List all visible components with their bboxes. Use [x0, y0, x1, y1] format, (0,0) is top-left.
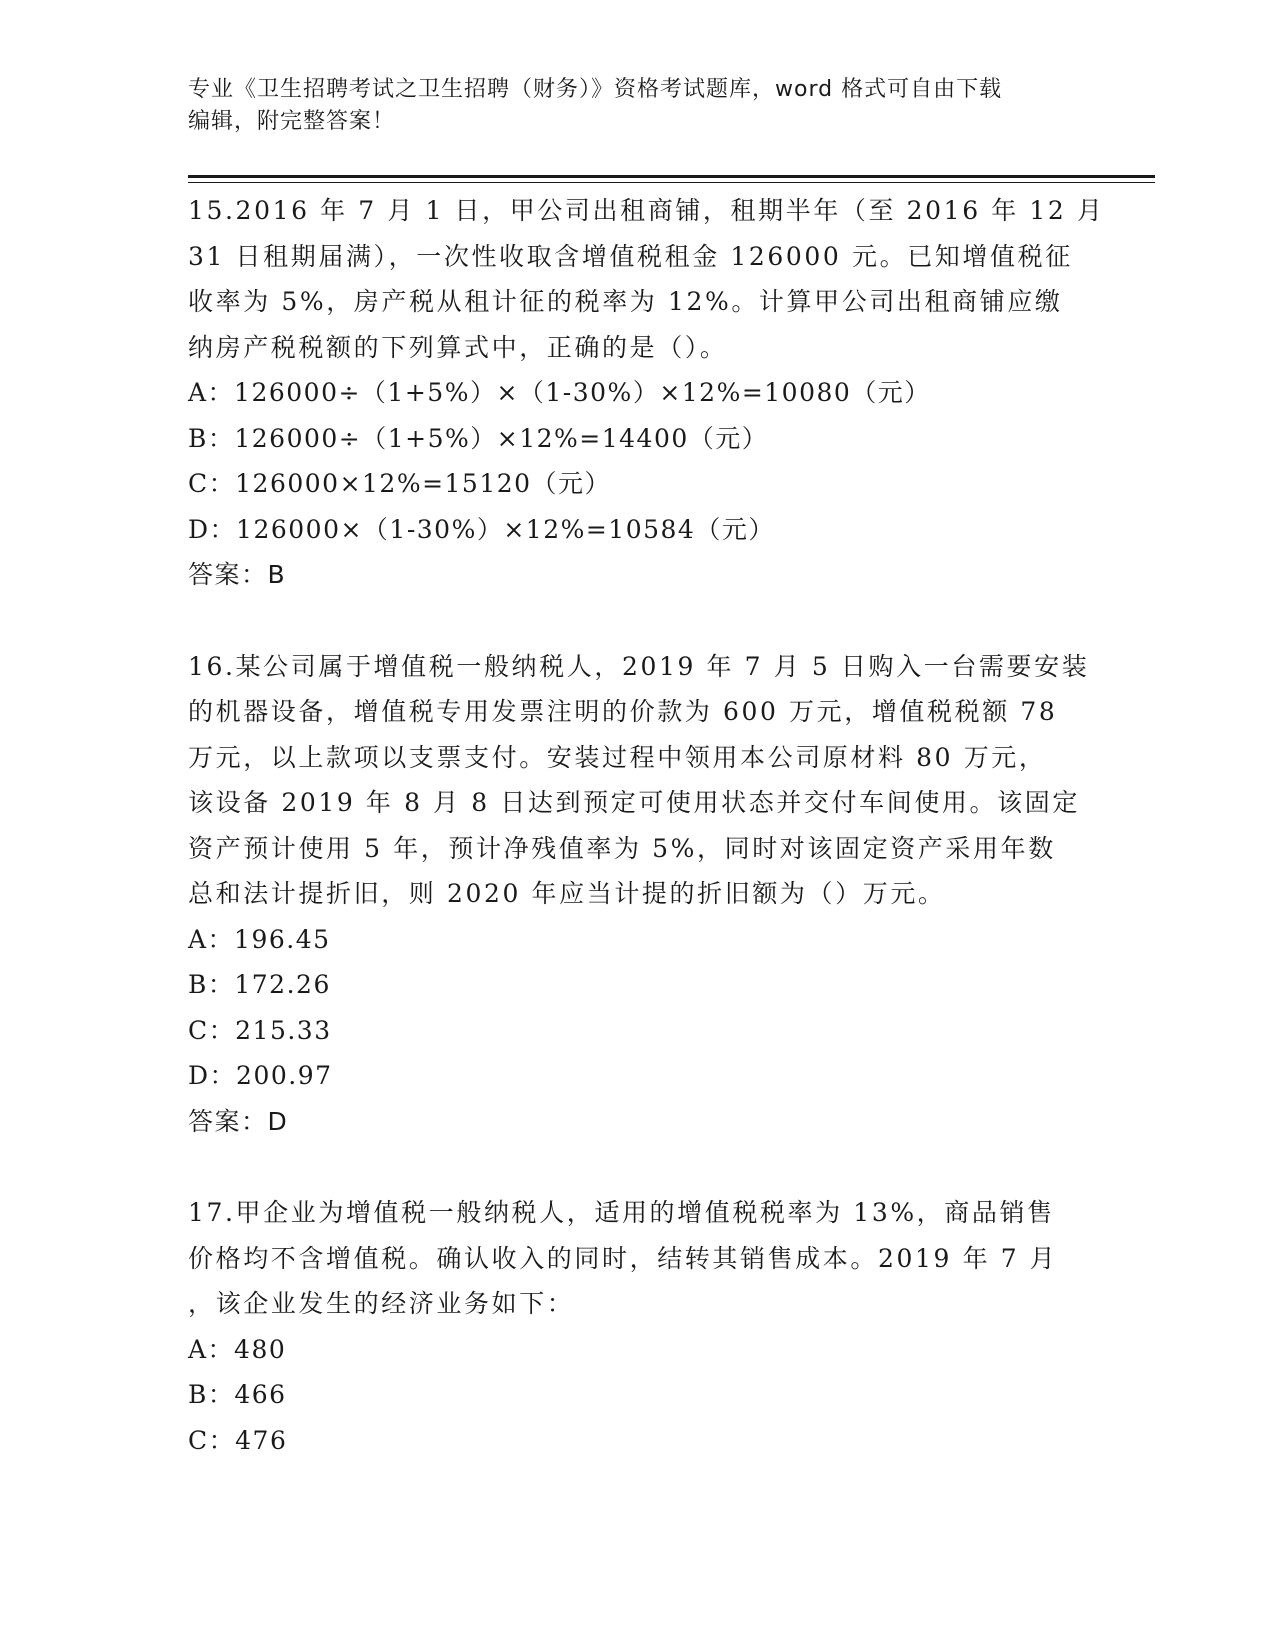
header-line-1: 专业《卫生招聘考试之卫生招聘（财务）》资格考试题库，word 格式可自由下载 — [188, 77, 1003, 102]
stem-line: 15.2016 年 7 月 1 日，甲公司出租商铺，租期半年（至 2016 年 12 月 — [188, 196, 1105, 225]
stem-line: 17.甲企业为增值税一般纳税人，适用的增值税税率为 13%，商品销售 — [188, 1198, 1055, 1227]
stem-line: 该设备 2019 年 8 月 8 日达到预定可使用状态并交付车间使用。该固定 — [188, 788, 1080, 817]
stem-line: 16.某公司属于增值税一般纳税人，2019 年 7 月 5 日购入一台需要安装 — [188, 651, 1090, 681]
stem-line: 价格均不含增值税。确认收入的同时，结转其销售成本。2019 年 7 月 — [188, 1243, 1058, 1273]
question-stem — [188, 644, 1088, 917]
stem-line: 31 日租期届满），一次性收取含增值税租金 126000 元。已知增值税征 — [188, 241, 1073, 271]
option-d: D：200.97 — [188, 1061, 333, 1090]
option-d: D：126000×（1-30%）×12%=10584（元） — [188, 514, 775, 544]
question-17 — [188, 1190, 1088, 1463]
option-b: B：172.26 — [188, 970, 331, 999]
stem-line: 纳房产税税额的下列算式中，正确的是（）。 — [188, 332, 728, 362]
stem-line: 万元，以上款项以支票支付。安装过程中领用本公司原材料 80 万元， — [188, 742, 1047, 772]
question-15 — [188, 188, 1105, 598]
header-line-2: 编辑，附完整答案！ — [188, 109, 396, 134]
stem-line: 收率为 5%，房产税从租计征的税率为 12%。计算甲公司出租商铺应缴 — [188, 287, 1063, 316]
spacer — [188, 1144, 1088, 1190]
question-16 — [188, 644, 1088, 1145]
header-rule-thick — [188, 175, 1155, 178]
option-b: B：466 — [188, 1380, 287, 1409]
header-rule-thin — [188, 182, 1155, 183]
stem-line: 的机器设备，增值税专用发票注明的价款为 600 万元，增值税税额 78 — [188, 697, 1058, 726]
question-list — [188, 188, 1105, 1463]
answer-line: 答案：B — [188, 560, 287, 589]
option-c: C：126000×12%=15120（元） — [188, 469, 612, 498]
option-a: A：480 — [188, 1334, 287, 1364]
option-c: C：476 — [188, 1425, 288, 1455]
document-header — [188, 74, 1088, 138]
question-stem — [188, 188, 1105, 370]
question-stem — [188, 1190, 1088, 1327]
stem-line: ，该企业发生的经济业务如下： — [188, 1289, 575, 1318]
option-c: C：215.33 — [188, 1015, 332, 1045]
option-a: A：196.45 — [188, 924, 331, 954]
spacer — [188, 598, 1088, 644]
stem-line: 总和法计提折旧，则 2020 年应当计提的折旧额为（）万元。 — [188, 879, 946, 908]
answer-line: 答案：D — [188, 1106, 289, 1136]
option-a: A：126000÷（1+5%）×（1-30%）×12%=10080（元） — [188, 378, 931, 407]
stem-line: 资产预计使用 5 年，预计净残值率为 5%，同时对该固定资产采用年数 — [188, 833, 1056, 863]
option-b: B：126000÷（1+5%）×12%=14400（元） — [188, 423, 769, 453]
